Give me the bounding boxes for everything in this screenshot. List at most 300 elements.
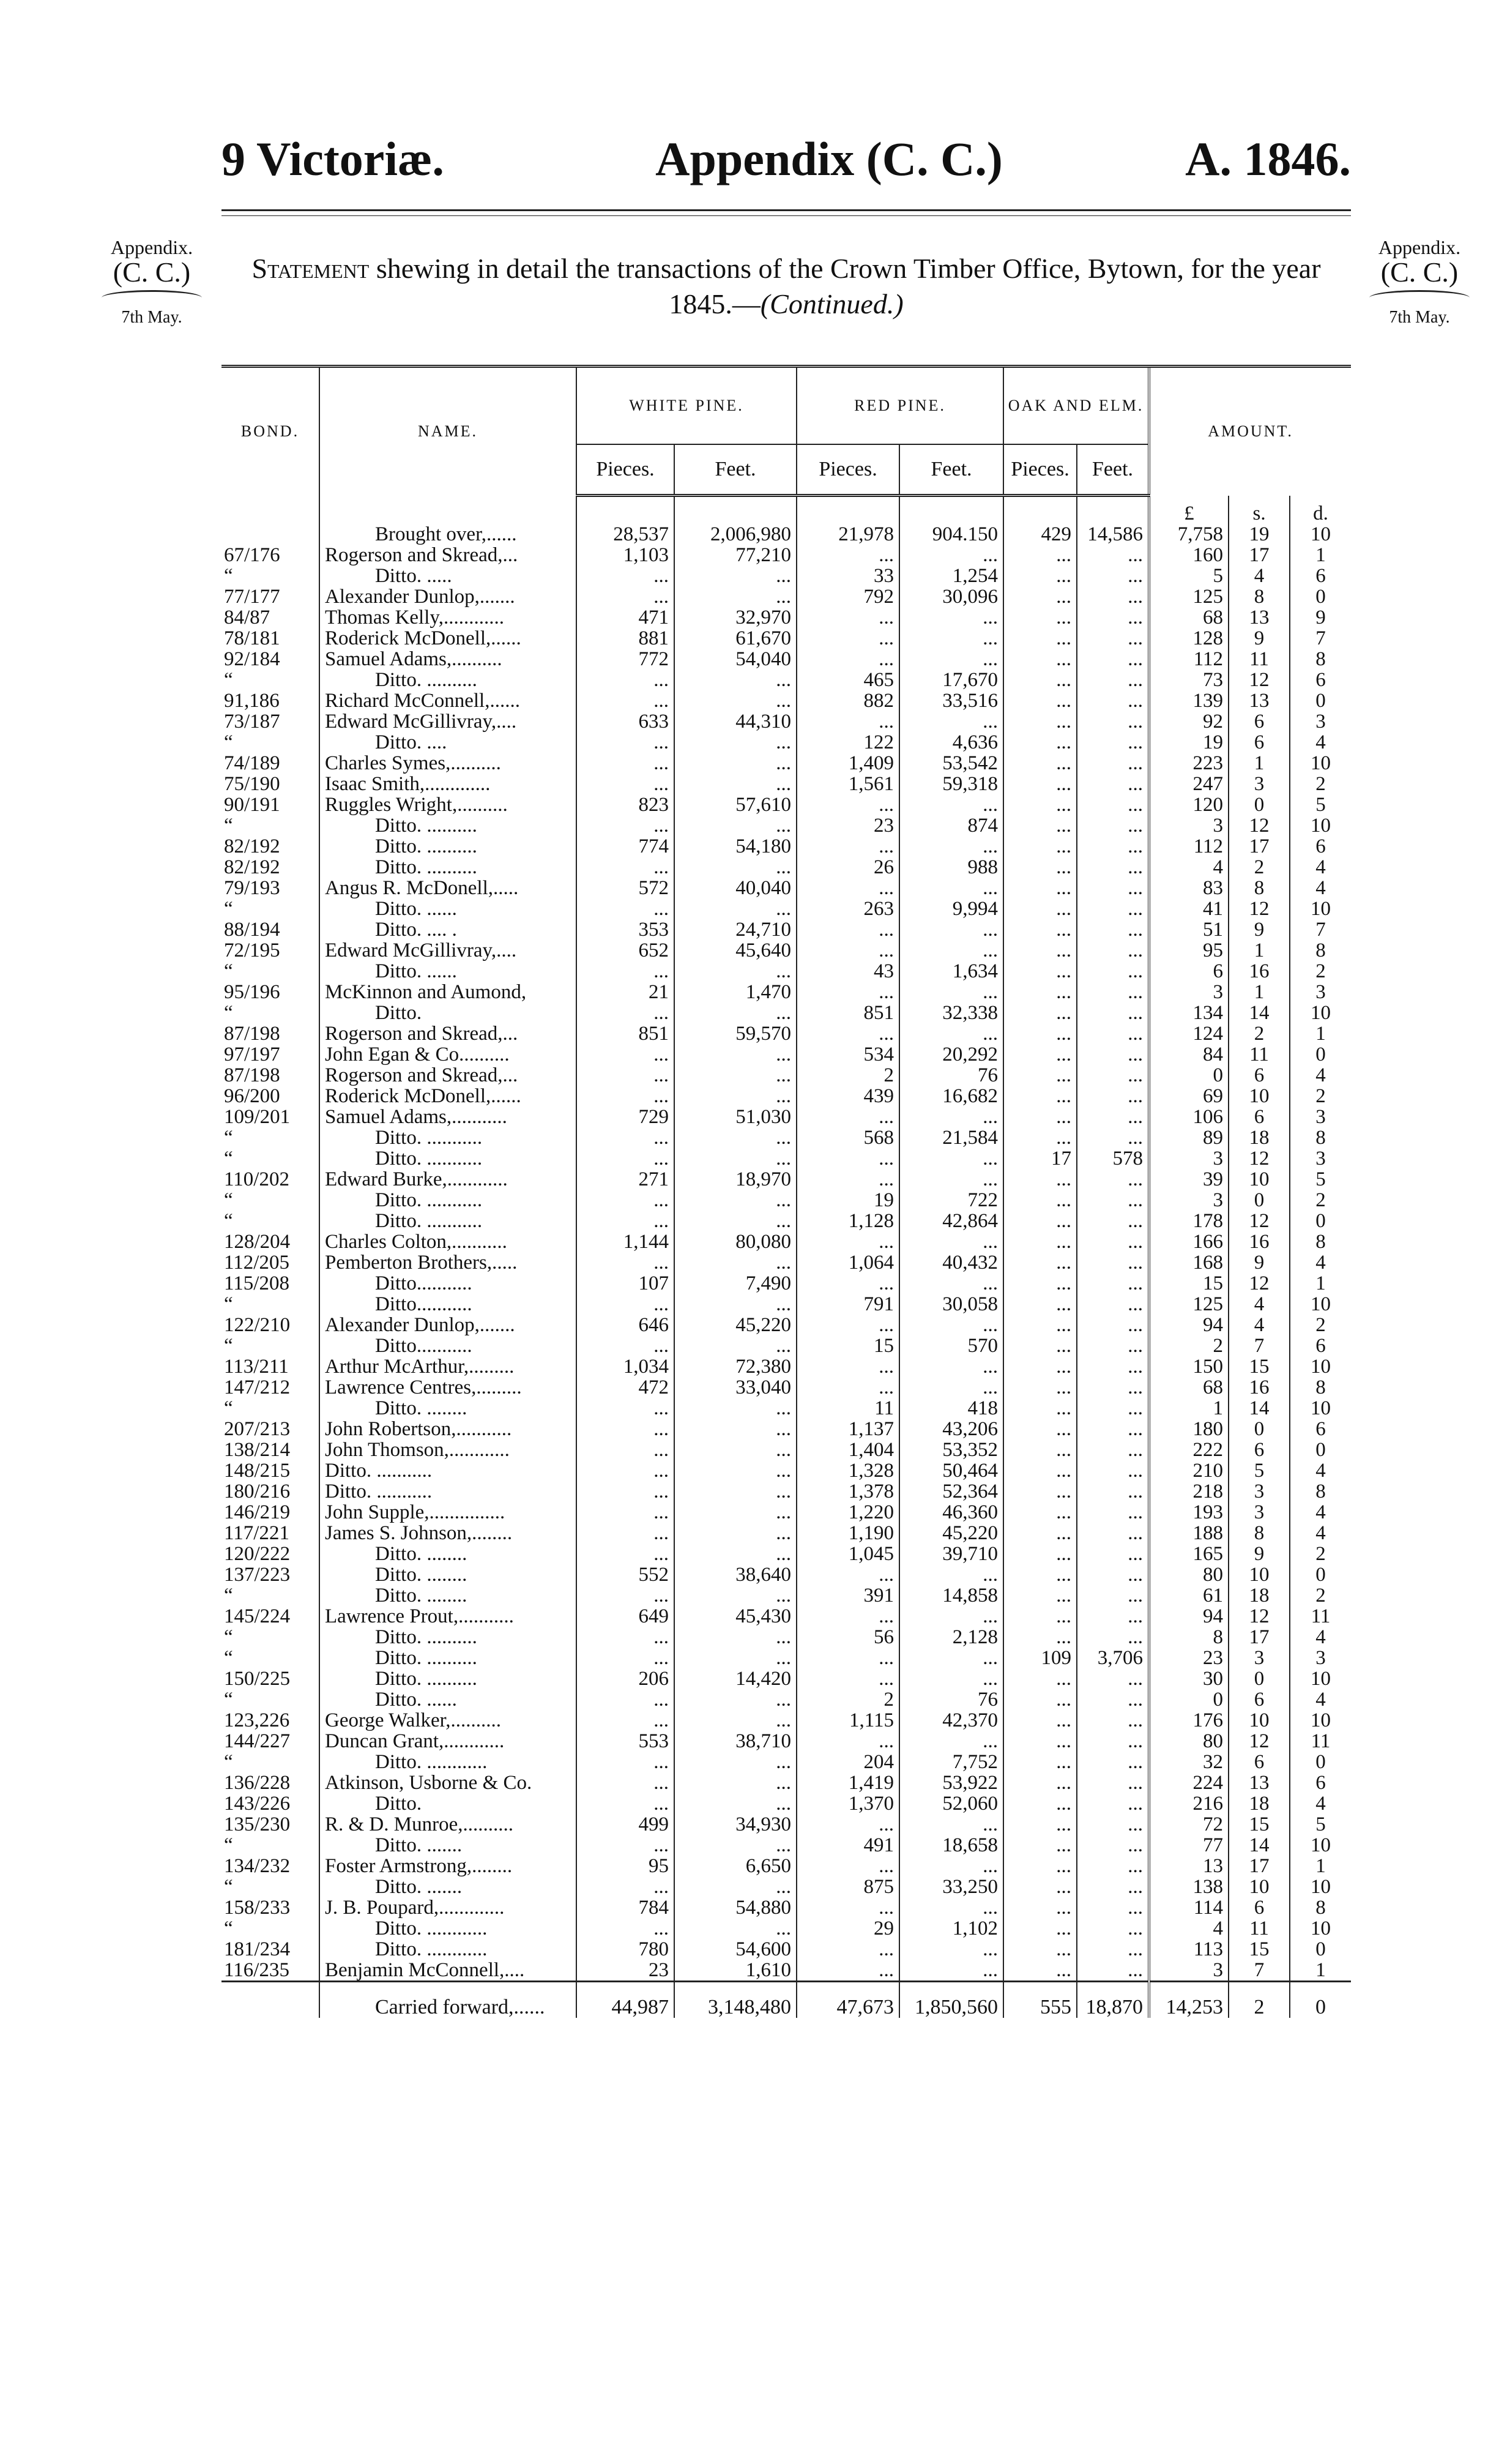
row-pence: 7	[1290, 919, 1351, 940]
row-name: Benjamin McConnell,....	[319, 1960, 576, 1982]
row-oak-feet: ...	[1077, 1211, 1149, 1231]
row-name: Ditto. .... .	[319, 919, 576, 940]
row-oak-pieces: ...	[1003, 1564, 1077, 1585]
row-oak-feet: 578	[1077, 1148, 1149, 1169]
row-bond: 82/192	[224, 857, 280, 878]
table-row	[221, 1439, 1351, 1460]
row-wp-feet: ...	[674, 857, 797, 878]
row-shillings: 10	[1229, 1086, 1290, 1107]
col-oak-feet: Feet.	[1077, 444, 1149, 496]
row-rp-feet: ...	[899, 1564, 1003, 1585]
row-shillings: 0	[1229, 1419, 1290, 1439]
row-pence: 4	[1290, 1502, 1351, 1523]
table-row	[221, 857, 1351, 878]
row-bond: 87/198	[224, 1023, 280, 1044]
row-rp-feet: 17,670	[899, 670, 1003, 690]
row-wp-feet: ...	[674, 1086, 797, 1107]
row-wp-feet: 38,640	[674, 1564, 797, 1585]
row-oak-feet: ...	[1077, 1897, 1149, 1918]
total-rp-pieces: 47,673	[797, 1982, 899, 2018]
row-wp-pieces: 95	[576, 1856, 674, 1876]
row-bond: “	[224, 1627, 233, 1648]
row-wp-feet: ...	[674, 1127, 797, 1148]
table-row	[221, 1502, 1351, 1523]
row-shillings: 7	[1229, 1960, 1290, 1982]
row-wp-feet: ...	[674, 1918, 797, 1939]
table-row	[221, 1273, 1351, 1294]
row-wp-pieces: 646	[576, 1315, 674, 1335]
row-oak-feet: ...	[1077, 919, 1149, 940]
row-rp-feet: 52,060	[899, 1793, 1003, 1814]
total-shillings: 2	[1229, 1982, 1290, 2018]
row-wp-pieces: ...	[576, 961, 674, 982]
total-oak-feet: 18,870	[1077, 1982, 1149, 2018]
row-oak-feet: ...	[1077, 1564, 1149, 1585]
row-shillings: 4	[1229, 1294, 1290, 1315]
row-wp-feet: ...	[674, 1793, 797, 1814]
row-wp-feet: ...	[674, 1544, 797, 1564]
row-wp-pieces: 206	[576, 1668, 674, 1689]
row-wp-feet: ...	[674, 961, 797, 982]
margin-note-appendix: (C. C.)	[113, 256, 191, 288]
row-bond: 116/235	[224, 1960, 289, 1981]
row-oak-feet: ...	[1077, 1481, 1149, 1502]
margin-note-date: 7th May.	[121, 308, 182, 327]
row-bond: 150/225	[224, 1668, 291, 1689]
row-wp-feet: ...	[674, 732, 797, 753]
row-pounds: 166	[1149, 1231, 1229, 1252]
row-shillings: 3	[1229, 1648, 1290, 1668]
row-oak-pieces: ...	[1003, 961, 1077, 982]
row-rp-feet: ...	[899, 1315, 1003, 1335]
row-shillings: 16	[1229, 1231, 1290, 1252]
row-bond: “	[224, 1648, 233, 1668]
row-wp-feet: ...	[674, 1419, 797, 1439]
row-wp-feet: ...	[674, 1065, 797, 1086]
row-pounds: 19	[1149, 732, 1229, 753]
row-rp-feet: ...	[899, 1273, 1003, 1294]
row-wp-feet: ...	[674, 1835, 797, 1856]
row-wp-feet: 72,380	[674, 1356, 797, 1377]
row-rp-pieces: ...	[797, 1668, 899, 1689]
row-wp-pieces: ...	[576, 1044, 674, 1065]
row-rp-pieces: 491	[797, 1835, 899, 1856]
row-shillings: 6	[1229, 1897, 1290, 1918]
row-rp-feet: 33,516	[899, 690, 1003, 711]
row-wp-pieces: 881	[576, 628, 674, 649]
row-oak-pieces: ...	[1003, 794, 1077, 815]
row-wp-pieces: ...	[576, 1086, 674, 1107]
row-wp-feet: 54,880	[674, 1897, 797, 1918]
row-oak-feet: ...	[1077, 545, 1149, 566]
row-wp-feet: ...	[674, 898, 797, 919]
row-pence: 10	[1290, 1876, 1351, 1897]
row-oak-pieces: ...	[1003, 857, 1077, 878]
row-shillings: 9	[1229, 919, 1290, 940]
margin-note-label: Appendix.	[110, 236, 193, 258]
row-bond: “	[224, 1127, 233, 1148]
row-wp-pieces: 1,103	[576, 545, 674, 566]
statement-title	[221, 251, 1351, 321]
row-bond: 95/196	[224, 982, 280, 1002]
row-wp-pieces: 28,537	[576, 524, 674, 545]
row-wp-feet: ...	[674, 1502, 797, 1523]
table-row	[221, 607, 1351, 628]
row-oak-feet: ...	[1077, 1793, 1149, 1814]
row-wp-feet: 18,970	[674, 1169, 797, 1190]
row-oak-pieces: ...	[1003, 1960, 1077, 1982]
row-pounds: 193	[1149, 1502, 1229, 1523]
row-pounds: 61	[1149, 1585, 1229, 1606]
row-shillings: 11	[1229, 1044, 1290, 1065]
row-oak-pieces: ...	[1003, 1169, 1077, 1190]
row-bond: 134/232	[224, 1856, 291, 1876]
row-pounds: 92	[1149, 711, 1229, 732]
row-bond: “	[224, 1294, 233, 1315]
row-name: Roderick McDonell,......	[319, 628, 576, 649]
table-row	[221, 1315, 1351, 1335]
row-pounds: 114	[1149, 1897, 1229, 1918]
row-rp-pieces: 391	[797, 1585, 899, 1606]
row-rp-pieces: 15	[797, 1335, 899, 1356]
row-wp-pieces: ...	[576, 670, 674, 690]
row-bond: “	[224, 670, 233, 690]
row-oak-pieces: ...	[1003, 1544, 1077, 1564]
row-oak-pieces: ...	[1003, 774, 1077, 794]
row-wp-pieces: ...	[576, 566, 674, 586]
row-shillings: 1	[1229, 940, 1290, 961]
row-pounds: 80	[1149, 1564, 1229, 1585]
row-oak-feet: ...	[1077, 1294, 1149, 1315]
row-oak-pieces: ...	[1003, 1627, 1077, 1648]
table-row	[221, 1668, 1351, 1689]
row-rp-feet: ...	[899, 1648, 1003, 1668]
row-wp-pieces: 823	[576, 794, 674, 815]
row-bond: 138/214	[224, 1439, 291, 1460]
row-wp-feet: 77,210	[674, 545, 797, 566]
row-rp-pieces: 568	[797, 1127, 899, 1148]
row-pounds: 73	[1149, 670, 1229, 690]
row-oak-feet: ...	[1077, 1169, 1149, 1190]
row-wp-pieces: ...	[576, 1876, 674, 1897]
row-pence: 0	[1290, 690, 1351, 711]
table-row	[221, 1689, 1351, 1710]
table-row	[221, 940, 1351, 961]
row-oak-pieces: ...	[1003, 1377, 1077, 1398]
row-oak-pieces: ...	[1003, 1772, 1077, 1793]
row-oak-feet: ...	[1077, 1086, 1149, 1107]
row-pence: 1	[1290, 545, 1351, 566]
row-pounds: 138	[1149, 1876, 1229, 1897]
row-oak-feet: ...	[1077, 1065, 1149, 1086]
table-row	[221, 1544, 1351, 1564]
row-shillings: 11	[1229, 1918, 1290, 1939]
row-oak-pieces: ...	[1003, 628, 1077, 649]
row-pounds: 94	[1149, 1606, 1229, 1627]
col-white-pine: WHITE PINE.	[576, 367, 797, 445]
table-row	[221, 1523, 1351, 1544]
row-shillings: 6	[1229, 1439, 1290, 1460]
row-wp-pieces: ...	[576, 1335, 674, 1356]
row-rp-pieces: 263	[797, 898, 899, 919]
row-rp-pieces: 882	[797, 690, 899, 711]
row-bond: “	[224, 1835, 233, 1856]
row-bond: 115/208	[224, 1273, 289, 1294]
row-name: Alexander Dunlop,.......	[319, 586, 576, 607]
table-row	[221, 1856, 1351, 1876]
row-shillings: 16	[1229, 1377, 1290, 1398]
row-oak-pieces: ...	[1003, 1918, 1077, 1939]
row-pence: 5	[1290, 1814, 1351, 1835]
row-shillings: 12	[1229, 1731, 1290, 1752]
row-oak-feet: ...	[1077, 1439, 1149, 1460]
row-oak-pieces: 109	[1003, 1648, 1077, 1668]
row-pounds: 30	[1149, 1668, 1229, 1689]
row-oak-pieces: ...	[1003, 1668, 1077, 1689]
row-oak-pieces: ...	[1003, 1335, 1077, 1356]
row-wp-pieces: 1,144	[576, 1231, 674, 1252]
table-row	[221, 815, 1351, 836]
table-row	[221, 1939, 1351, 1960]
row-wp-feet: ...	[674, 586, 797, 607]
row-pounds: 223	[1149, 753, 1229, 774]
row-pounds: 112	[1149, 836, 1229, 857]
row-oak-pieces: ...	[1003, 1252, 1077, 1273]
row-name: Pemberton Brothers,.....	[319, 1252, 576, 1273]
row-rp-feet: 59,318	[899, 774, 1003, 794]
row-wp-feet: 40,040	[674, 878, 797, 898]
table-row	[221, 586, 1351, 607]
brace-mark	[1369, 290, 1470, 305]
row-oak-pieces: ...	[1003, 1481, 1077, 1502]
table-row	[221, 1731, 1351, 1752]
row-oak-pieces: ...	[1003, 898, 1077, 919]
row-wp-feet: 33,040	[674, 1377, 797, 1398]
row-bond: 136/228	[224, 1772, 291, 1793]
row-oak-pieces: ...	[1003, 940, 1077, 961]
row-pence: 2	[1290, 1585, 1351, 1606]
col-rp-pieces: Pieces.	[797, 444, 899, 496]
table-row	[221, 1148, 1351, 1169]
row-rp-pieces: 439	[797, 1086, 899, 1107]
table-row	[221, 1377, 1351, 1398]
table-row	[221, 1252, 1351, 1273]
row-wp-pieces: ...	[576, 1752, 674, 1772]
row-wp-feet: 61,670	[674, 628, 797, 649]
row-rp-pieces: 1,409	[797, 753, 899, 774]
row-pounds: 124	[1149, 1023, 1229, 1044]
row-pounds: 224	[1149, 1772, 1229, 1793]
row-rp-pieces: 1,045	[797, 1544, 899, 1564]
row-name: Ditto...........	[319, 1335, 576, 1356]
row-rp-feet: 14,858	[899, 1585, 1003, 1606]
total-wp-feet: 3,148,480	[674, 1982, 797, 2018]
row-wp-pieces: ...	[576, 1002, 674, 1023]
row-oak-pieces: ...	[1003, 1502, 1077, 1523]
row-wp-feet: ...	[674, 1689, 797, 1710]
row-rp-pieces: ...	[797, 919, 899, 940]
statement-continued: (Continued.)	[760, 288, 904, 319]
row-wp-pieces: ...	[576, 1439, 674, 1460]
row-rp-pieces: 1,378	[797, 1481, 899, 1502]
row-rp-pieces: 1,220	[797, 1502, 899, 1523]
table-row	[221, 1356, 1351, 1377]
row-rp-feet: ...	[899, 1814, 1003, 1835]
row-shillings: 8	[1229, 586, 1290, 607]
row-pounds: 178	[1149, 1211, 1229, 1231]
row-oak-feet: ...	[1077, 961, 1149, 982]
row-oak-feet: ...	[1077, 753, 1149, 774]
row-shillings: 6	[1229, 1752, 1290, 1772]
row-wp-pieces: ...	[576, 1710, 674, 1731]
row-wp-feet: 54,180	[674, 836, 797, 857]
row-oak-pieces: ...	[1003, 545, 1077, 566]
row-oak-feet: ...	[1077, 1856, 1149, 1876]
row-shillings: 12	[1229, 1606, 1290, 1627]
row-pence: 0	[1290, 1211, 1351, 1231]
row-name: Edward Burke,............	[319, 1169, 576, 1190]
header-left: 9 Victoriæ.	[221, 132, 444, 185]
table-row	[221, 1231, 1351, 1252]
row-pence: 7	[1290, 628, 1351, 649]
row-rp-pieces: 1,370	[797, 1793, 899, 1814]
row-pounds: 120	[1149, 794, 1229, 815]
row-shillings: 13	[1229, 607, 1290, 628]
row-wp-feet: ...	[674, 1252, 797, 1273]
row-wp-feet: ...	[674, 1002, 797, 1023]
row-wp-pieces: ...	[576, 774, 674, 794]
row-rp-pieces: ...	[797, 1564, 899, 1585]
margin-note-left	[91, 237, 213, 326]
row-rp-feet: 988	[899, 857, 1003, 878]
row-shillings: 4	[1229, 1315, 1290, 1335]
table-row	[221, 1107, 1351, 1127]
row-rp-feet: 45,220	[899, 1523, 1003, 1544]
table-row	[221, 1814, 1351, 1835]
table-row	[221, 1918, 1351, 1939]
row-shillings: 0	[1229, 1668, 1290, 1689]
row-oak-feet: ...	[1077, 1772, 1149, 1793]
row-oak-feet: ...	[1077, 711, 1149, 732]
row-bond: “	[224, 1002, 233, 1023]
table-row	[221, 1065, 1351, 1086]
row-bond: 73/187	[224, 711, 280, 732]
row-pence: 10	[1290, 898, 1351, 919]
row-bond: 113/211	[224, 1356, 289, 1377]
col-wp-pieces: Pieces.	[576, 444, 674, 496]
row-pounds: 69	[1149, 1086, 1229, 1107]
row-rp-feet: 53,922	[899, 1772, 1003, 1793]
row-oak-pieces: ...	[1003, 1793, 1077, 1814]
row-pounds: 84	[1149, 1044, 1229, 1065]
row-oak-feet: ...	[1077, 1356, 1149, 1377]
row-wp-pieces: ...	[576, 1460, 674, 1481]
col-amount: AMOUNT.	[1149, 367, 1351, 496]
row-name: Ditto. ......	[319, 961, 576, 982]
row-oak-feet: ...	[1077, 649, 1149, 670]
row-rp-feet: ...	[899, 1231, 1003, 1252]
unit-pound: £	[1149, 496, 1229, 525]
row-oak-feet: ...	[1077, 1023, 1149, 1044]
row-oak-feet: ...	[1077, 1460, 1149, 1481]
row-wp-feet: ...	[674, 1876, 797, 1897]
row-wp-feet: 32,970	[674, 607, 797, 628]
row-pounds: 77	[1149, 1835, 1229, 1856]
row-oak-feet: ...	[1077, 815, 1149, 836]
row-bond: “	[224, 1190, 233, 1211]
row-oak-pieces: ...	[1003, 1002, 1077, 1023]
row-wp-pieces: 1,034	[576, 1356, 674, 1377]
row-rp-feet: ...	[899, 1939, 1003, 1960]
row-oak-pieces: ...	[1003, 1294, 1077, 1315]
row-oak-pieces: ...	[1003, 1127, 1077, 1148]
row-name: Ditto. ........	[319, 1398, 576, 1419]
row-shillings: 11	[1229, 649, 1290, 670]
row-oak-feet: ...	[1077, 690, 1149, 711]
row-rp-pieces: 1,137	[797, 1419, 899, 1439]
table-row	[221, 1876, 1351, 1897]
row-pounds: 3	[1149, 1148, 1229, 1169]
row-shillings: 9	[1229, 1252, 1290, 1273]
statement-text: shewing in detail the transactions of the Crown Timber Office, Bytown, for the year 1845.—	[369, 253, 1321, 319]
row-name: Ditto. ............	[319, 1752, 576, 1772]
row-oak-feet: ...	[1077, 1731, 1149, 1752]
row-name: Ditto...........	[319, 1294, 576, 1315]
row-rp-pieces: ...	[797, 1231, 899, 1252]
row-name: Foster Armstrong,........	[319, 1856, 576, 1876]
row-rp-pieces: 1,561	[797, 774, 899, 794]
row-name: John Thomson,............	[319, 1439, 576, 1460]
row-pounds: 128	[1149, 628, 1229, 649]
row-wp-feet: 80,080	[674, 1231, 797, 1252]
row-oak-pieces: ...	[1003, 711, 1077, 732]
table-row	[221, 670, 1351, 690]
row-oak-pieces: ...	[1003, 1065, 1077, 1086]
row-name: Thomas Kelly,............	[319, 607, 576, 628]
row-wp-pieces: ...	[576, 1793, 674, 1814]
row-pence: 10	[1290, 1294, 1351, 1315]
row-pence: 4	[1290, 1793, 1351, 1814]
row-wp-pieces: 23	[576, 1960, 674, 1982]
table-row	[221, 794, 1351, 815]
row-shillings: 10	[1229, 1876, 1290, 1897]
row-rp-feet: 76	[899, 1689, 1003, 1710]
row-name: Ditto. ..........	[319, 815, 576, 836]
row-oak-feet: ...	[1077, 607, 1149, 628]
row-shillings: 12	[1229, 1273, 1290, 1294]
row-pounds: 168	[1149, 1252, 1229, 1273]
row-pence: 9	[1290, 607, 1351, 628]
row-shillings: 3	[1229, 1502, 1290, 1523]
row-pence: 2	[1290, 1315, 1351, 1335]
row-name: Arthur McArthur,.........	[319, 1356, 576, 1377]
row-name: Atkinson, Usborne & Co.	[319, 1772, 576, 1793]
row-wp-feet: 45,220	[674, 1315, 797, 1335]
row-pounds: 176	[1149, 1710, 1229, 1731]
row-shillings: 17	[1229, 545, 1290, 566]
unit-pence: d.	[1290, 496, 1351, 525]
row-shillings: 8	[1229, 878, 1290, 898]
row-oak-feet: ...	[1077, 1668, 1149, 1689]
row-pence: 10	[1290, 1002, 1351, 1023]
row-oak-pieces: ...	[1003, 1606, 1077, 1627]
row-name: Richard McConnell,......	[319, 690, 576, 711]
row-shillings: 0	[1229, 1190, 1290, 1211]
row-rp-feet: ...	[899, 1897, 1003, 1918]
row-name: McKinnon and Aumond,	[319, 982, 576, 1002]
row-rp-feet: 30,096	[899, 586, 1003, 607]
row-pence: 4	[1290, 1627, 1351, 1648]
